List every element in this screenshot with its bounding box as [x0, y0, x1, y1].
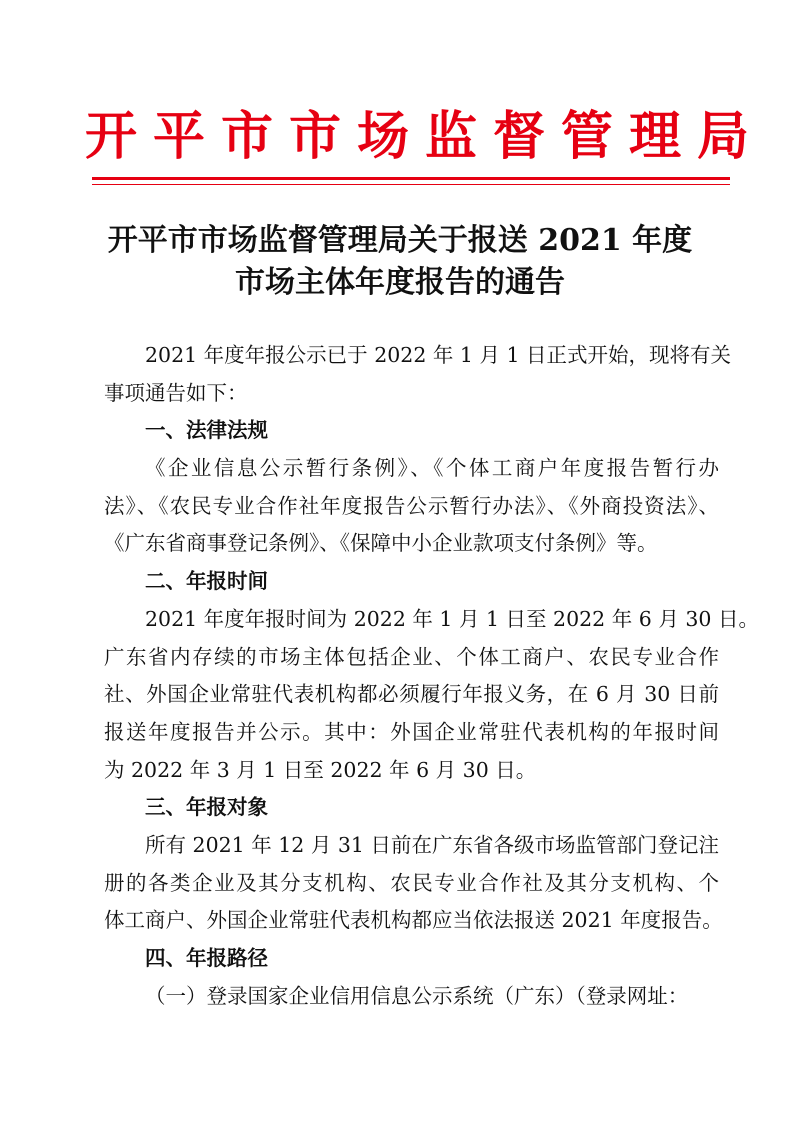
- paragraph-line: 《企业信息公示暂行条例》、《个体工商户年度报告暂行办: [145, 456, 719, 481]
- paragraph-line: 册的各类企业及其分支机构、农民专业合作社及其分支机构、个: [104, 870, 719, 895]
- paragraph-line: 社、外国企业常驻代表机构都必须履行年报义务，在 6 月 30 日前: [104, 682, 719, 707]
- paragraph-line: 为 2022 年 3 月 1 日至 2022 年 6 月 30 日。: [104, 757, 537, 782]
- paragraph-line: 报送年度报告并公示。其中：外国企业常驻代表机构的年报时间: [104, 719, 719, 744]
- paragraph-line: 所有 2021 年 12 月 31 日前在广东省各级市场监管部门登记注: [145, 832, 719, 857]
- letterhead-red-rule-thick: [92, 177, 730, 180]
- paragraph-line: 法》、《农民专业合作社年度报告公示暂行办法》、《外商投资法》、: [104, 493, 719, 518]
- paragraph-line: 《广东省商事登记条例》、《保障中小企业款项支付条例》等。: [104, 531, 658, 556]
- document-body: [104, 337, 759, 1015]
- section-heading-time: 二、年报时间: [145, 569, 268, 594]
- paragraph-line: 体工商户、外国企业常驻代表机构都应当依法报送 2021 年度报告。: [104, 908, 723, 933]
- letterhead-red-rule-thin: [92, 184, 730, 185]
- paragraph-line: （一）登录国家企业信用信息公示系统（广东）（登录网址：: [145, 983, 689, 1008]
- document-title-line-1: 开平市市场监督管理局关于报送 2021 年度: [107, 223, 693, 258]
- section-heading-laws: 一、法律法规: [145, 418, 268, 443]
- paragraph-line: 广东省内存续的市场主体包括企业、个体工商户、农民专业合作: [104, 644, 719, 669]
- document-title-line-2: 市场主体年度报告的通告: [235, 265, 565, 300]
- section-heading-routes: 四、年报路径: [145, 946, 268, 970]
- paragraph-line: 2021 年度年报时间为 2022 年 1 月 1 日至 2022 年 6 月 30 日。: [145, 606, 759, 631]
- agency-letterhead: 开平市市场监督管理局: [85, 106, 766, 167]
- intro-line: 2021 年度年报公示已于 2022 年 1 月 1 日正式开始，现将有关: [145, 343, 732, 367]
- section-heading-targets: 三、年报对象: [145, 795, 268, 820]
- intro-line: 事项通告如下：: [104, 380, 248, 405]
